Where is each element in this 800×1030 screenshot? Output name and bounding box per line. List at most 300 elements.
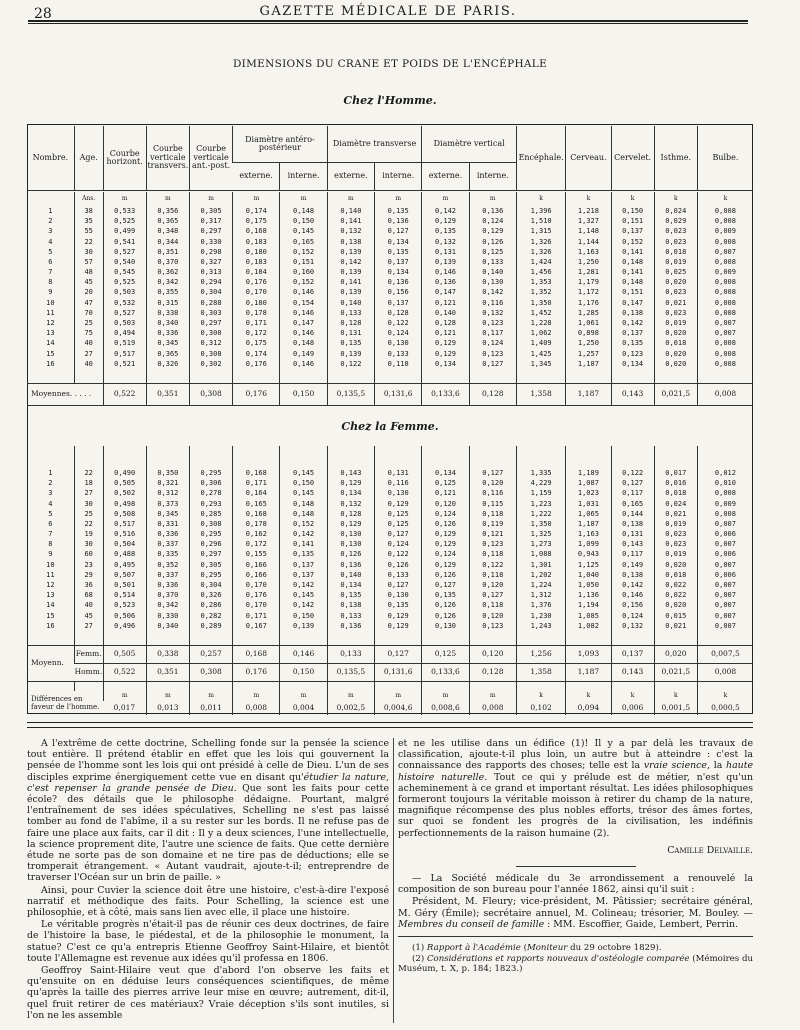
table-cell: 0,151 xyxy=(280,257,327,267)
table-cell: 1,023 xyxy=(566,488,611,498)
table-cell: 16 xyxy=(46,359,55,368)
table-cell: 0,129 xyxy=(422,216,469,226)
table-cell: 0,148 xyxy=(611,257,654,267)
table-row xyxy=(27,580,753,590)
means-cell: 0,308 xyxy=(189,383,232,405)
table-cell: 0,154 xyxy=(280,298,327,308)
table-cell: 0,149 xyxy=(280,349,327,359)
table-cell: 0,008 xyxy=(697,488,753,498)
table-cell: 0,124 xyxy=(375,328,422,338)
footnote-rule xyxy=(398,936,753,937)
table-cell: 0,166 xyxy=(233,560,280,570)
table-cell: 0,019 xyxy=(654,519,697,529)
means-cell: 0,135,5 xyxy=(327,663,374,681)
table-cell: 0,134 xyxy=(375,267,422,277)
table-cell: 0,135 xyxy=(375,206,422,216)
paragraph: Geoffroy Saint-Hilaire veut que d'abord l'on observe les faits et qu'ensuite on en déduise leurs conséquences scientifiques, de même qu'après la taille des pierres arrive leur mise en œuvre; autrement, dit-il, quel fruit retirer de ces matériaux? Vraie déception s'ils sont inutiles, si l'on ne les assemble xyxy=(27,965,389,1021)
table-cell: 0,008 xyxy=(697,359,753,369)
table-cell: 0,145 xyxy=(280,468,327,478)
means-cell: 0,257 xyxy=(189,645,232,663)
paragraph: — La Société médicale du 3e arrondissement a renouvelé la composition de son bureau pour l'année 1862, ainsi qu'il suit : xyxy=(398,873,753,896)
table-cell: 0,151 xyxy=(611,216,654,226)
table-cell: 0,365 xyxy=(146,349,189,359)
table-cell: 0,129 xyxy=(327,478,374,488)
table-cell: 0,135 xyxy=(327,338,374,348)
table-cell: 0,345 xyxy=(146,338,189,348)
table-cell: 0,132 xyxy=(327,499,374,509)
unit-cell: k xyxy=(654,691,697,701)
table-cell: 0,126 xyxy=(422,611,469,621)
table-cell: 0,337 xyxy=(146,570,189,580)
unit-cell: m xyxy=(280,691,327,701)
table-cell: 0,134 xyxy=(327,488,374,498)
table-cell: 0,533 xyxy=(103,206,146,216)
col-cervelet: Cervelet. xyxy=(611,126,654,190)
table-cell: 0,125 xyxy=(375,509,422,519)
difference-cell: 0,004,6 xyxy=(375,701,422,715)
women-data-table xyxy=(27,446,753,715)
spacer-cell xyxy=(146,681,189,691)
table-cell: 0,164 xyxy=(233,488,280,498)
means-cell: 0,020 xyxy=(654,645,697,663)
difference-cell: 0,008 xyxy=(233,701,280,715)
table-cell: 0,126 xyxy=(422,600,469,610)
table-cell: 0,137 xyxy=(375,257,422,267)
table-cell: 0,020 xyxy=(654,359,697,369)
head-rule xyxy=(28,20,748,24)
table-cell: 0,502 xyxy=(103,488,146,498)
table-cell: 0,121 xyxy=(422,298,469,308)
table-cell: 0,008 xyxy=(697,206,753,216)
unit-cell: k xyxy=(611,691,654,701)
table-cell: 23 xyxy=(74,560,103,570)
table-row xyxy=(27,359,753,369)
table-cell: 18 xyxy=(74,478,103,488)
table-cell: 0,120 xyxy=(469,478,516,488)
col-isthme: Isthme. xyxy=(654,126,697,190)
table-cell: 0,165 xyxy=(611,499,654,509)
table-cell: 1,327 xyxy=(566,216,611,226)
table-cell: 1,250 xyxy=(566,338,611,348)
means-cell: 1,187 xyxy=(566,663,611,681)
table-cell: 0,133 xyxy=(375,570,422,580)
table-row xyxy=(27,267,753,277)
table-cell: 0,121 xyxy=(422,328,469,338)
means-cell: 0,133 xyxy=(327,645,374,663)
table-cell: 0,127 xyxy=(375,529,422,539)
table-cell: 1,082 xyxy=(566,621,611,631)
table-cell: 5 xyxy=(48,509,53,518)
table-cell: 0,131 xyxy=(375,468,422,478)
journal-title: GAZETTE MÉDICALE DE PARIS. xyxy=(259,4,517,19)
spacer-cell xyxy=(566,681,611,691)
table-cell: 0,517 xyxy=(103,519,146,529)
table-cell: 0,133 xyxy=(327,308,374,318)
table-cell: 14 xyxy=(46,339,55,348)
means-cell: 1,256 xyxy=(516,645,565,663)
table-cell: 0,141 xyxy=(280,539,327,549)
table-cell: 1,085 xyxy=(566,611,611,621)
table-cell: 0,131 xyxy=(327,328,374,338)
table-cell: 0,128 xyxy=(327,318,374,328)
table-cell: 1,350 xyxy=(516,298,565,308)
table-cell: 0,120 xyxy=(422,499,469,509)
table-row xyxy=(27,338,753,348)
column-separator xyxy=(393,738,394,1023)
table-cell: 0,139 xyxy=(327,247,374,257)
col-nombre: Nombre. xyxy=(27,126,74,190)
table-cell: 0,326 xyxy=(146,359,189,369)
table-cell: 14 xyxy=(46,601,55,610)
table-cell: 0,129 xyxy=(422,560,469,570)
table-cell: 0,122 xyxy=(611,468,654,478)
table-cell: 0,007 xyxy=(697,621,753,631)
table-cell: 0,018 xyxy=(654,570,697,580)
table-cell: 9 xyxy=(48,288,53,297)
table-cell: 0,135 xyxy=(611,338,654,348)
means-label: Moyenn. xyxy=(27,645,74,681)
table-row xyxy=(27,468,753,478)
table-cell: 0,178 xyxy=(233,519,280,529)
table-row xyxy=(27,318,753,328)
table-cell: 0,018 xyxy=(654,338,697,348)
table-cell: 0,348 xyxy=(146,226,189,236)
table-cell: 0,121 xyxy=(469,529,516,539)
table-cell: 30 xyxy=(74,499,103,509)
unit-cell xyxy=(27,192,74,206)
means-cell: 0,143 xyxy=(611,383,654,405)
table-cell: 0,285 xyxy=(189,509,232,519)
table-row xyxy=(27,621,753,631)
table-cell: 0,499 xyxy=(103,226,146,236)
table-cell: 0,130 xyxy=(375,338,422,348)
table-cell: 0,124 xyxy=(611,611,654,621)
men-data-table xyxy=(27,192,753,406)
col-encephale: Encéphale. xyxy=(516,126,565,190)
table-cell: 22 xyxy=(74,519,103,529)
unit-cell: m xyxy=(280,192,327,206)
table-cell: 0,525 xyxy=(103,216,146,226)
unit-cell: m xyxy=(469,192,516,206)
paragraph: Président, M. Fleury; vice-président, M. Pâtissier; secrétaire général, M. Géry (Émile); secrétaire annuel, M. Colineau; trésorier, M. Bouley. — Membres du conseil de famille : MM. Escoffier, Gaide, Lembert, Perrin. xyxy=(398,896,753,930)
table-cell: 0,506 xyxy=(103,611,146,621)
means-cell: 0,021,5 xyxy=(654,663,697,681)
table-cell: 0,146 xyxy=(611,590,654,600)
table-cell: 0,007 xyxy=(697,611,753,621)
table-cell: 68 xyxy=(74,590,103,600)
table-cell: 1,163 xyxy=(566,247,611,257)
table-cell: 13 xyxy=(46,329,55,338)
table-cell: 0,134 xyxy=(375,237,422,247)
table-cell: 12 xyxy=(46,319,55,328)
table-cell: 1,061 xyxy=(566,318,611,328)
table-cell: 0,128 xyxy=(422,318,469,328)
table-cell: 0,282 xyxy=(189,611,232,621)
table-cell: 0,490 xyxy=(103,468,146,478)
unit-cell: Ans. xyxy=(74,192,103,206)
table-cell: 0,142 xyxy=(611,580,654,590)
table-cell: 0,168 xyxy=(233,509,280,519)
table-cell: 0,125 xyxy=(422,478,469,488)
paragraph: et ne les utilise dans un édifice (1)! Il y a par delà les travaux de classification, ajoute-t-il plus loin, un autre but à atteindre : c'est la connaissance des rapports des choses; telle est la vraie science, la haute histoire naturelle. Tout ce qui y prélude est de métier, n'est qu'un acheminement à ce grand et important résultat. Les idées philosophiques formeront toujours la véritable moisson à retirer du champ de la nature, magnifique récompense des plus nobles efforts, trésor des âmes fortes, sur quoi se fondent les progrès de la civilisation, les indéfinis perfectionnements de la raison humaine (2). xyxy=(398,738,754,839)
table-cell: 0,517 xyxy=(103,349,146,359)
table-cell: 1,325 xyxy=(516,529,565,539)
table-cell: 6 xyxy=(48,519,53,528)
table-cell: 0,156 xyxy=(611,600,654,610)
unit-cell: m xyxy=(189,691,232,701)
table-cell: 1,345 xyxy=(516,359,565,369)
table-cell: 35 xyxy=(74,216,103,226)
table-row xyxy=(27,308,753,318)
table-cell: 0,117 xyxy=(469,328,516,338)
means-cell: 0,176 xyxy=(233,383,280,405)
table-cell: 47 xyxy=(74,298,103,308)
table-cell: 0,132 xyxy=(327,226,374,236)
table-cell: 0,116 xyxy=(375,478,422,488)
footnote-1: (1) Rapport à l'Académie (Moniteur du 29 octobre 1829). xyxy=(412,943,662,954)
table-cell: 0,134 xyxy=(611,359,654,369)
means-cell: 0,351 xyxy=(146,383,189,405)
table-cell: 1,087 xyxy=(566,478,611,488)
article-right-column xyxy=(398,738,753,975)
table-cell: 0,127 xyxy=(375,580,422,590)
table-cell: 1,335 xyxy=(516,468,565,478)
table-cell: 0,124 xyxy=(422,509,469,519)
col-bulbe: Bulbe. xyxy=(697,126,753,190)
table-cell: 0,176 xyxy=(233,359,280,369)
table-cell: 0,312 xyxy=(146,488,189,498)
table-cell: 0,313 xyxy=(189,267,232,277)
spacer-cell xyxy=(375,681,422,691)
unit-cell: m xyxy=(422,691,469,701)
table-cell: 75 xyxy=(74,328,103,338)
table-cell: 15 xyxy=(46,611,55,620)
table-cell: 0,370 xyxy=(146,257,189,267)
unit-cell: k xyxy=(516,192,565,206)
table-cell: 25 xyxy=(74,509,103,519)
table-cell: 0,020 xyxy=(654,600,697,610)
table-cell: 0,312 xyxy=(189,338,232,348)
means-cell: 0,308 xyxy=(189,663,232,681)
table-cell: 40 xyxy=(74,359,103,369)
table-row xyxy=(27,488,753,498)
table-cell: 19 xyxy=(74,529,103,539)
table-cell: 0,140 xyxy=(327,206,374,216)
table-cell: 0,127 xyxy=(422,580,469,590)
table-cell: 40 xyxy=(74,338,103,348)
table-row xyxy=(27,611,753,621)
table-cell: 4 xyxy=(48,499,53,508)
table-cell: 16 xyxy=(46,621,55,630)
table-cell: 48 xyxy=(74,267,103,277)
table-cell: 0,156 xyxy=(375,288,422,298)
spacer-cell xyxy=(469,681,516,691)
table-row xyxy=(27,349,753,359)
table-cell: 0,141 xyxy=(327,277,374,287)
table-cell: 0,126 xyxy=(469,237,516,247)
table-cell: 0,009 xyxy=(697,499,753,509)
table-cell: 0,131 xyxy=(611,529,654,539)
unit-cell: k xyxy=(697,691,753,701)
table-cell: 0,132 xyxy=(469,308,516,318)
table-cell: 0,943 xyxy=(566,550,611,560)
table-cell: 0,150 xyxy=(280,611,327,621)
table-cell: 1,218 xyxy=(566,206,611,216)
table-cell: 0,297 xyxy=(189,226,232,236)
table-cell: 1,230 xyxy=(516,611,565,621)
table-cell: 0,129 xyxy=(422,338,469,348)
table-row xyxy=(27,298,753,308)
means-cell: 0,007,5 xyxy=(697,645,753,663)
table-cell: 0,019 xyxy=(654,257,697,267)
table-row xyxy=(27,539,753,549)
table-cell: 0,516 xyxy=(103,529,146,539)
table-cell: 0,029 xyxy=(654,216,697,226)
table-cell: 22 xyxy=(74,468,103,478)
table-cell: 0,183 xyxy=(233,237,280,247)
table-cell: 0,020 xyxy=(654,560,697,570)
table-cell: 1,050 xyxy=(566,580,611,590)
differences-label: Différences en faveur de l'homme. xyxy=(31,695,100,711)
table-cell: 0,138 xyxy=(327,600,374,610)
table-row xyxy=(27,237,753,247)
table-cell: 1,424 xyxy=(516,257,565,267)
table-row xyxy=(27,590,753,600)
table-cell: 1,088 xyxy=(516,550,565,560)
table-cell: 0,129 xyxy=(422,529,469,539)
table-cell: 0,123 xyxy=(469,318,516,328)
table-cell: 0,120 xyxy=(469,611,516,621)
table-cell: 60 xyxy=(74,550,103,560)
table-cell: 0,148 xyxy=(611,277,654,287)
table-cell: 0,150 xyxy=(611,206,654,216)
table-cell: 0,523 xyxy=(103,600,146,610)
table-cell: 0,146 xyxy=(280,328,327,338)
table-cell: 0,180 xyxy=(233,247,280,257)
table-cell: 0,007 xyxy=(697,600,753,610)
table-cell: 0,345 xyxy=(146,509,189,519)
table-cell: 0,336 xyxy=(146,580,189,590)
table-row xyxy=(27,519,753,529)
spacer-cell xyxy=(422,681,469,691)
table-cell: 0,168 xyxy=(233,468,280,478)
table-cell: 0,145 xyxy=(280,488,327,498)
table-cell: 0,305 xyxy=(189,560,232,570)
table-cell: 0,122 xyxy=(327,359,374,369)
table-cell: 0,356 xyxy=(146,206,189,216)
table-cell: 0,503 xyxy=(103,318,146,328)
table-cell: 0,171 xyxy=(233,318,280,328)
table-cell: 0,344 xyxy=(146,237,189,247)
table-cell: 55 xyxy=(74,226,103,236)
table-cell: 70 xyxy=(74,308,103,318)
table-cell: 11 xyxy=(46,570,55,579)
table-cell: 0,278 xyxy=(189,488,232,498)
table-cell: 0,022 xyxy=(654,580,697,590)
table-cell: 0,123 xyxy=(469,539,516,549)
table-cell: 27 xyxy=(74,621,103,631)
table-cell: 0,022 xyxy=(654,590,697,600)
col-diam-ap: Diamètre antéro-postérieur xyxy=(233,126,328,162)
table-cell: 22 xyxy=(74,237,103,247)
table-cell: 0,495 xyxy=(103,560,146,570)
table-cell: 0,127 xyxy=(469,468,516,478)
table-cell: 0,503 xyxy=(103,288,146,298)
means-cell: 0,131,6 xyxy=(375,383,422,405)
means-cell: 0,137 xyxy=(611,645,654,663)
table-cell: 0,135 xyxy=(375,247,422,257)
means-cell: 0,008 xyxy=(697,663,753,681)
table-cell: 0,130 xyxy=(469,277,516,287)
col-courbe-vert-ant: Courbe verticale ant.-post. xyxy=(189,126,232,190)
table-cell: 0,008 xyxy=(697,509,753,519)
unit-cell: m xyxy=(422,192,469,206)
table-cell: 0,135 xyxy=(422,226,469,236)
table-cell: 0,152 xyxy=(611,237,654,247)
table-cell: 0,152 xyxy=(280,277,327,287)
table-cell: 0,330 xyxy=(146,611,189,621)
table-cell: 0,504 xyxy=(103,539,146,549)
table-cell: 0,006 xyxy=(697,570,753,580)
table-cell: 1,409 xyxy=(516,338,565,348)
table-cell: 0,143 xyxy=(611,539,654,549)
table-cell: 0,160 xyxy=(280,267,327,277)
table-cell: 0,134 xyxy=(422,468,469,478)
table-cell: 0,494 xyxy=(103,328,146,338)
table-cell: 0,317 xyxy=(189,216,232,226)
table-cell: 0,006 xyxy=(697,550,753,560)
table-cell: 0,148 xyxy=(280,499,327,509)
table-cell: 0,023 xyxy=(654,529,697,539)
table-cell: 0,007 xyxy=(697,318,753,328)
table-cell: 0,017 xyxy=(654,468,697,478)
table-cell: 1,456 xyxy=(516,267,565,277)
table-cell: 0,527 xyxy=(103,247,146,257)
table-cell: 0,008 xyxy=(697,308,753,318)
table-cell: 4 xyxy=(48,237,53,246)
table-cell: 0,139 xyxy=(327,288,374,298)
table-cell: 6 xyxy=(48,257,53,266)
table-cell: 13 xyxy=(46,591,55,600)
table-cell: 0,286 xyxy=(189,600,232,610)
col-vert-externe: externe. xyxy=(422,162,469,190)
table-cell: 0,128 xyxy=(375,308,422,318)
table-cell: 0,138 xyxy=(327,237,374,247)
table-cell: 0,337 xyxy=(146,539,189,549)
table-cell: 0,172 xyxy=(233,328,280,338)
table-cell: 1,228 xyxy=(516,318,565,328)
col-transv-externe: externe. xyxy=(327,162,374,190)
table-cell: 0,145 xyxy=(280,590,327,600)
table-cell: 0,130 xyxy=(327,539,374,549)
means-cell: 0,120 xyxy=(469,645,516,663)
table-cell: 0,007 xyxy=(697,539,753,549)
table-cell: 0,023 xyxy=(654,308,697,318)
table-cell: 0,540 xyxy=(103,257,146,267)
means-cell: 0,150 xyxy=(280,383,327,405)
table-row xyxy=(27,478,753,488)
table-cell: 0,165 xyxy=(233,499,280,509)
table-cell: 0,134 xyxy=(422,359,469,369)
table-cell: 0,139 xyxy=(327,267,374,277)
table-cell: 0,008 xyxy=(697,288,753,298)
table-cell: 0,124 xyxy=(375,539,422,549)
table-cell: 0,119 xyxy=(469,519,516,529)
table-cell: 0,148 xyxy=(280,509,327,519)
table-cell: 0,532 xyxy=(103,298,146,308)
table-cell: 0,127 xyxy=(469,359,516,369)
table-cell: 0,134 xyxy=(327,580,374,590)
